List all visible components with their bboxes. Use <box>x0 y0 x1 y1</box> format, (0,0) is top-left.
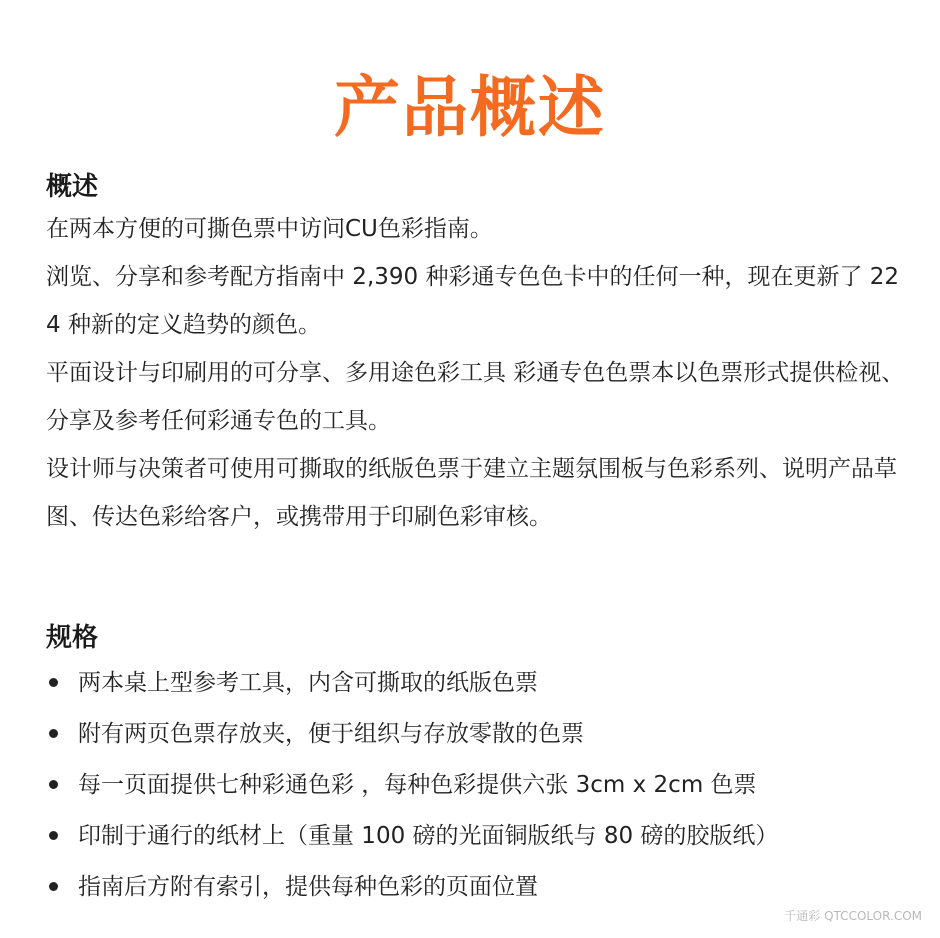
overview-paragraph: 在两本方便的可撕色票中访问CU色彩指南。 <box>46 216 493 242</box>
bullet-dot-icon <box>49 729 58 738</box>
bullet-dot-icon <box>49 882 58 891</box>
list-item <box>46 861 906 912</box>
page-title: 产品概述 <box>334 69 606 147</box>
list-item <box>46 657 906 708</box>
overview-paragraphs <box>46 205 906 541</box>
spec-list <box>46 657 906 912</box>
spec-heading: 规格 <box>46 622 99 653</box>
overview-paragraph: 浏览、分享和参考配方指南中 2,390 种彩通专色色卡中的任何一种，现在更新了 224 种新的定义趋势的颜色。 <box>46 264 900 338</box>
list-item <box>46 708 906 759</box>
overview-paragraph: 平面设计与印刷用的可分享、多用途色彩工具 彩通专色色票本以色票形式提供检视、分享及参考任何彩通专色的工具。 <box>46 360 905 434</box>
spec-item-text: 两本桌上型参考工具，内含可撕取的纸版色票 <box>78 669 538 696</box>
list-item <box>46 810 906 861</box>
spec-item-text: 印制于通行的纸材上（重量 100 磅的光面铜版纸与 80 磅的胶版纸） <box>78 822 779 849</box>
spec-item-text: 附有两页色票存放夹，便于组织与存放零散的色票 <box>78 720 584 747</box>
list-item <box>46 759 906 810</box>
spec-item-text: 指南后方附有索引，提供每种色彩的页面位置 <box>78 873 538 900</box>
overview-paragraph: 设计师与决策者可使用可撕取的纸版色票于建立主题氛围板与色彩系列、说明产品草图、传达色彩给客户，或携带用于印刷色彩审核。 <box>46 456 897 530</box>
bullet-dot-icon <box>49 780 58 789</box>
overview-heading: 概述 <box>46 171 99 202</box>
bullet-dot-icon <box>49 678 58 687</box>
spec-item-text: 每一页面提供七种彩通色彩 ，每种色彩提供六张 3cm x 2cm 色票 <box>78 771 757 798</box>
watermark: 千通彩 QTCCOLOR.COM <box>784 909 922 923</box>
bullet-dot-icon <box>49 831 58 840</box>
